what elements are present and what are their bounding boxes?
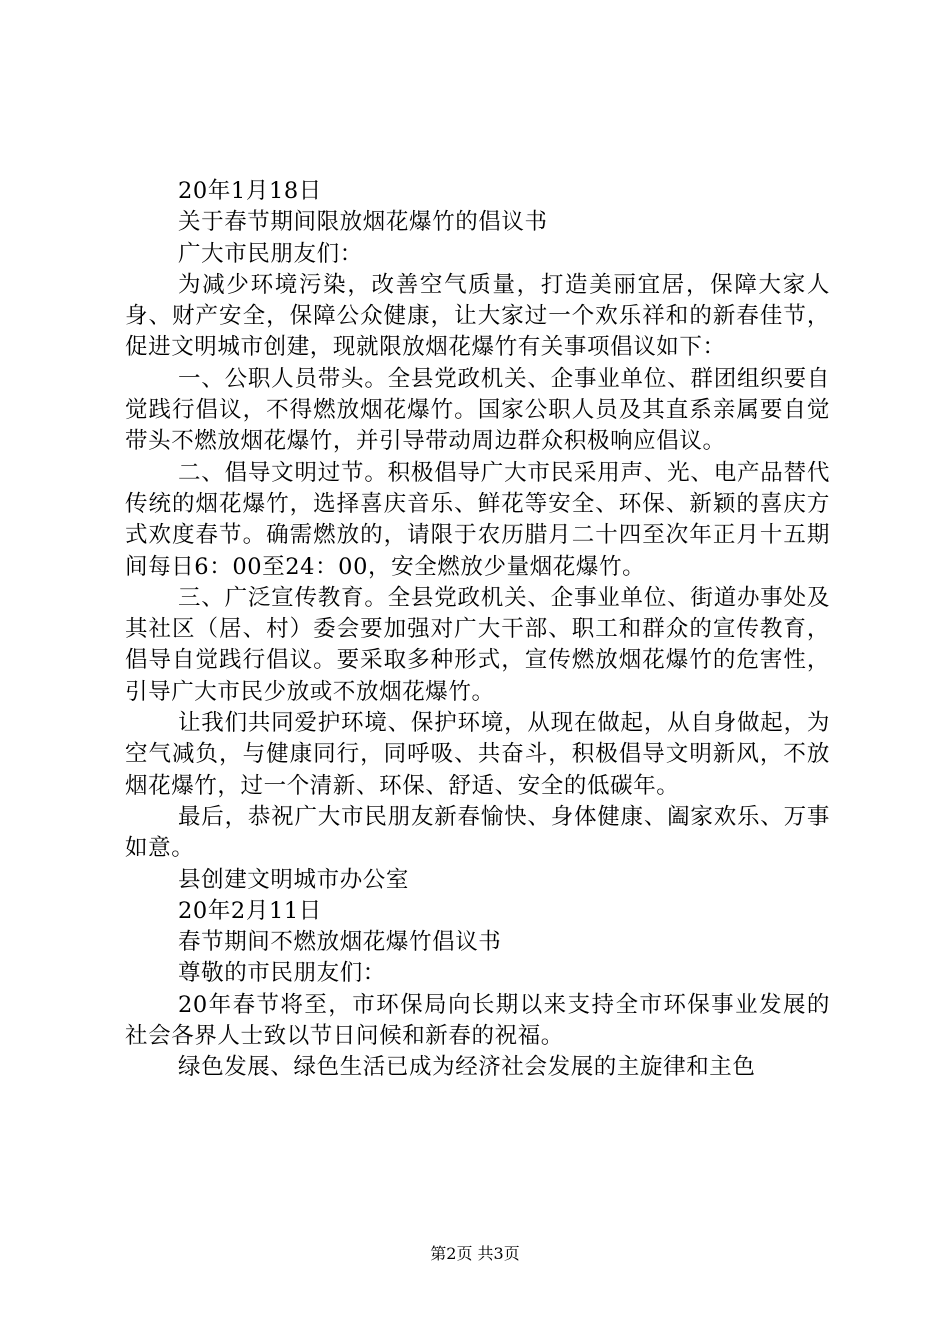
appeal-paragraph: 让我们共同爱护环境、保护环境，从现在做起，从自身做起，为空气减负，与健康同行，同呼吸、共奋斗，积极倡导文明新风，不放烟花爆竹，过一个清新、环保、舒适、安全的低碳年。 [125,710,830,799]
signature-office: 县创建文明城市办公室 [178,866,410,893]
item-one-paragraph: 一、公职人员带头。全县党政机关、企事业单位、群团组织要自觉践行倡议，不得燃放烟花爆竹。国家公职人员及其直系亲属要自觉带头不燃放烟花爆竹，并引导带动周边群众积极响应倡议。 [125,365,830,455]
salutation: 广大市民朋友们： [178,240,363,267]
item-three-paragraph: 三、广泛宣传教育。全县党政机关、企事业单位、街道办事处及其社区（居、村）委会要加强对广大干部、职工和群众的宣传教育，倡导自觉践行倡议。要采取多种形式，宣传燃放烟花爆竹的危害性，引导广大市民少放或不放烟花爆竹。 [125,584,830,705]
second-intro-paragraph: 20年春节将至，市环保局向长期以来支持全市环保事业发展的社会各界人士致以节日问候和新春的祝福。 [125,991,830,1050]
date-line: 20年1月18日 [178,178,322,204]
proposal-title: 关于春节期间限放烟花爆竹的倡议书 [178,209,548,236]
page-footer: 第2页 共3页 [430,1244,520,1263]
second-body-paragraph: 绿色发展、绿色生活已成为经济社会发展的主旋律和主色 [178,1054,756,1081]
second-salutation: 尊敬的市民朋友们： [178,960,386,987]
item-two-paragraph: 二、倡导文明过节。积极倡导广大市民采用声、光、电产品替代传统的烟花爆竹，选择喜庆音乐、鲜花等安全、环保、新颖的喜庆方式欢度春节。确需燃放的，请限于农历腊月二十四至次年正月十五期间每日6：00至24：00，安全燃放少量烟花爆竹。 [125,459,830,580]
document-body [125,176,830,1084]
second-proposal-title: 春节期间不燃放烟花爆竹倡议书 [178,929,502,956]
closing-wishes: 最后，恭祝广大市民朋友新春愉快、身体健康、阖家欢乐、万事如意。 [125,803,830,862]
intro-paragraph: 为减少环境污染，改善空气质量，打造美丽宜居，保障大家人身、财产安全，保障公众健康，让大家过一个欢乐祥和的新春佳节，促进文明城市创建，现就限放烟花爆竹有关事项倡议如下： [125,271,830,361]
signature-date: 20年2月11日 [178,897,322,924]
